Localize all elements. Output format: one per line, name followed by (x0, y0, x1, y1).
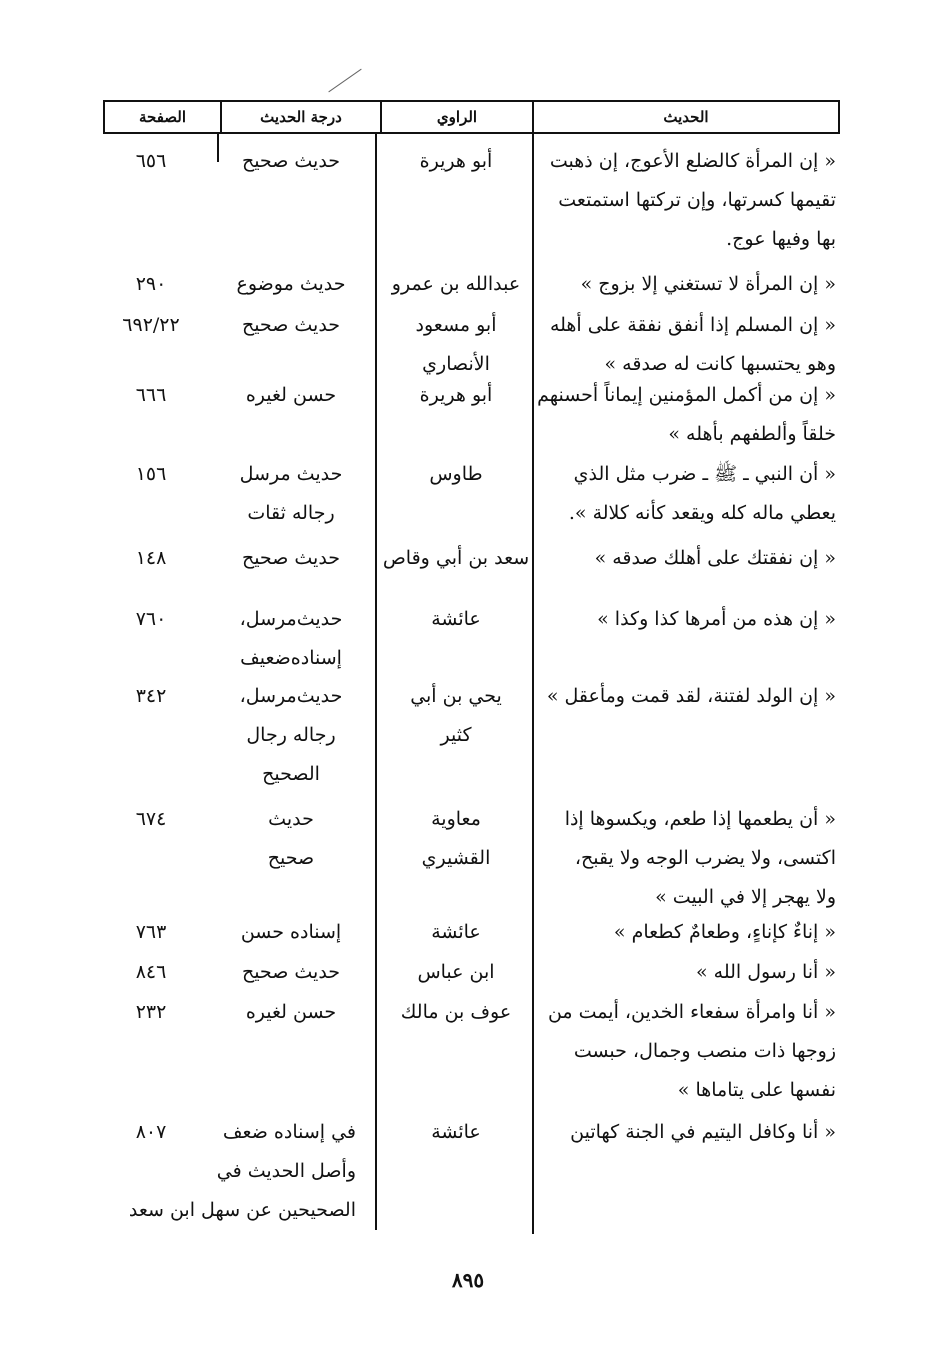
hadith-grade-line: في إسناده ضعف (222, 1121, 356, 1143)
narrator-line: معاوية (431, 808, 481, 830)
hadith-grade-line: وأصل الحديث في (216, 1160, 356, 1182)
hadith-text-line: « أنا وامرأة سفعاء الخدين، أيمت من (547, 1001, 836, 1023)
hadith-text-line: « إن من أكمل المؤمنين إيماناً أحسنهم (537, 384, 836, 406)
page-reference-value: ٦٦٦ (135, 384, 167, 406)
hadith-text (541, 1113, 836, 1152)
hadith-text (541, 265, 836, 304)
hadith-text-line: « أنا رسول الله » (695, 961, 836, 983)
hadith-text-line: تقيمها كسرتها، وإن تركتها استمتعت (558, 189, 836, 211)
hadith-grade-line: رجاله رجال (246, 724, 336, 746)
hadith-grade-line: حديث مرسل (239, 463, 343, 485)
hadith-grade (226, 539, 356, 578)
narrator (381, 455, 531, 494)
hadith-grade (226, 677, 356, 794)
narrator (381, 600, 531, 639)
column-rule-rawi (375, 134, 377, 1230)
narrator-line: الأنصاري (422, 353, 490, 375)
narrator-line: كثير (440, 724, 472, 746)
hadith-grade-line: حديث موضوع (236, 273, 346, 295)
page-reference (106, 993, 196, 1032)
narrator-line: أبو هريرة (419, 150, 493, 172)
page-reference-value: ٨٠٧ (135, 1121, 167, 1143)
hadith-text (541, 677, 836, 716)
hadith-grade-line: إسناده حسن (240, 921, 342, 943)
narrator (381, 800, 531, 878)
page-reference (106, 142, 196, 181)
hadith-grade (226, 142, 356, 181)
narrator (381, 1113, 531, 1152)
hadith-grade-line: رجاله ثقات (247, 502, 335, 524)
narrator-line: أبو مسعود (415, 314, 497, 336)
hadith-grade (226, 993, 356, 1032)
hadith-text-line: « إن نفقتك على أهلك صدقه » (594, 547, 836, 569)
hadith-grade-line: حديث صحيح (241, 314, 341, 336)
hadith-text (537, 376, 836, 454)
page-reference-value: ٦٧٤ (135, 808, 167, 830)
hadith-grade (226, 265, 356, 304)
hadith-text-line: « أن يطعمها إذا طعم، ويكسوها إذا (564, 808, 836, 830)
hadith-grade (226, 306, 356, 345)
narrator (381, 265, 531, 304)
narrator (381, 677, 531, 755)
hadith-text (541, 913, 836, 952)
page-reference (106, 306, 196, 345)
hadith-text (541, 539, 836, 578)
hadith-text-line: « إن هذه من أمرها كذا وكذا » (597, 608, 836, 630)
hadith-text-line: اكتسى، ولا يضرب الوجه ولا يقبح، (574, 847, 836, 869)
narrator-line: عائشة (431, 1121, 481, 1143)
header-divider (532, 102, 534, 132)
hadith-text-line: وهو يحتسبها كانت له صدقه » (604, 353, 836, 375)
header-hadith: الحديث (663, 108, 709, 126)
page-reference (106, 376, 196, 415)
hadith-text-line: « أن النبي ـ ﷺ ـ ضرب مثل الذي (573, 463, 836, 485)
narrator-line: يحي بن أبي (410, 685, 502, 707)
hadith-grade-line: حديث صحيح (241, 547, 341, 569)
hadith-text (541, 142, 836, 259)
narrator-line: طاوس (429, 463, 483, 485)
header-divider (380, 102, 382, 132)
page-reference-value: ٧٦٠ (135, 608, 167, 630)
narrator-line: عائشة (431, 921, 481, 943)
hadith-grade-line: حديث‌مرسل، (239, 608, 343, 630)
page-reference-value: ٦٥٦ (135, 150, 167, 172)
hadith-grade (226, 455, 356, 533)
narrator-line: عبدالله بن عمرو (391, 273, 521, 295)
hadith-text (541, 993, 836, 1110)
page-reference (106, 539, 196, 578)
narrator-line: أبو هريرة (419, 384, 493, 406)
page-reference-value: ٢٣٢ (135, 1001, 167, 1023)
hadith-grade-line: الصحيح (262, 763, 320, 785)
page-reference (106, 455, 196, 494)
narrator-line: ابن عباس (417, 961, 495, 983)
hadith-grade-line: الصحيحين عن سهل ابن سعد (128, 1199, 356, 1221)
hadith-text-line: خلقاً وألطفهم بأهله » (668, 423, 836, 445)
page-reference-value: ٧٦٣ (135, 921, 167, 943)
page-reference-value: ١٥٦ (135, 463, 167, 485)
hadith-text (541, 306, 836, 384)
hadith-grade (226, 376, 356, 415)
hadith-text (541, 800, 836, 917)
hadith-grade-line: صحيح (267, 847, 315, 869)
narrator (381, 993, 531, 1032)
hadith-grade-line: حسن لغيره (245, 1001, 337, 1023)
hadith-text-line: يعطي ماله كله ويقعد كأنه كلالة ». (568, 502, 836, 524)
page-reference (106, 1113, 196, 1152)
narrator-line: سعد بن أبي وقاص (382, 547, 530, 569)
page-reference-value: ٦٩٢/٢٢ (122, 314, 180, 336)
hadith-text-line: « إن المسلم إذا أنفق نفقة على أهله (549, 314, 836, 336)
hadith-grade (226, 800, 356, 878)
hadith-text (541, 953, 836, 992)
hadith-text-line: « إن الولد لفتنة، لقد قمت ومأعقل » (546, 685, 836, 707)
narrator (381, 142, 531, 181)
hadith-text-line: « إن المرأة لا تستغني إلا بزوج » (580, 273, 836, 295)
page-reference (106, 913, 196, 952)
page-reference (106, 953, 196, 992)
stray-pen-mark (328, 69, 361, 93)
hadith-text (541, 455, 836, 533)
narrator (381, 913, 531, 952)
header-rawi: الراوي (436, 108, 478, 126)
column-rule-grade (217, 134, 219, 162)
hadith-text-line: « إن المرأة كالضلع الأعوج، إن ذهبت (549, 150, 836, 172)
header-divider (220, 102, 222, 132)
hadith-text-line: « أنا وكافل اليتيم في الجنة كهاتين (570, 1121, 836, 1143)
page-reference-value: ٨٤٦ (135, 961, 167, 983)
hadith-grade (226, 600, 356, 678)
header-page: الصفحة (138, 108, 187, 126)
table-header (103, 100, 840, 134)
column-rule-hadith (532, 134, 534, 1234)
page-reference (106, 677, 196, 716)
hadith-text-line: « إناءٌ كإناءٍ، وطعامٌ كطعام » (613, 921, 836, 943)
narrator (381, 306, 531, 384)
narrator (381, 376, 531, 415)
narrator-line: عائشة (431, 608, 481, 630)
hadith-text-line: زوجها ذات منصب وجمال، حبست (573, 1040, 836, 1062)
hadith-text-line: نفسها على يتاماها » (677, 1079, 836, 1101)
hadith-text-line: ولا يهجر إلا في البيت » (655, 886, 836, 908)
hadith-grade-line: إسناده‌ضعيف (240, 647, 342, 669)
hadith-grade-line: حديث (268, 808, 314, 830)
page-reference (106, 265, 196, 304)
header-grade: درجة الحديث (260, 108, 342, 126)
hadith-grade (226, 913, 356, 952)
page-reference (106, 600, 196, 639)
page-reference-value: ٣٤٢ (135, 685, 167, 707)
hadith-text-line: بها وفيها عوج. (726, 228, 836, 250)
page-reference (106, 800, 196, 839)
hadith-text (541, 600, 836, 639)
narrator-line: عوف بن مالك (400, 1001, 512, 1023)
page-reference-value: ١٤٨ (135, 547, 167, 569)
page-number: ٨٩٥ (451, 1268, 485, 1292)
hadith-grade-line: حسن لغيره (245, 384, 337, 406)
page-reference-value: ٢٩٠ (135, 273, 167, 295)
narrator-line: القشيري (421, 847, 491, 869)
hadith-grade-line: حديث‌مرسل، (239, 685, 343, 707)
hadith-grade (226, 953, 356, 992)
hadith-grade-line: حديث صحيح (241, 150, 341, 172)
narrator (381, 953, 531, 992)
hadith-grade-line: حديث صحيح (241, 961, 341, 983)
narrator (381, 539, 531, 578)
